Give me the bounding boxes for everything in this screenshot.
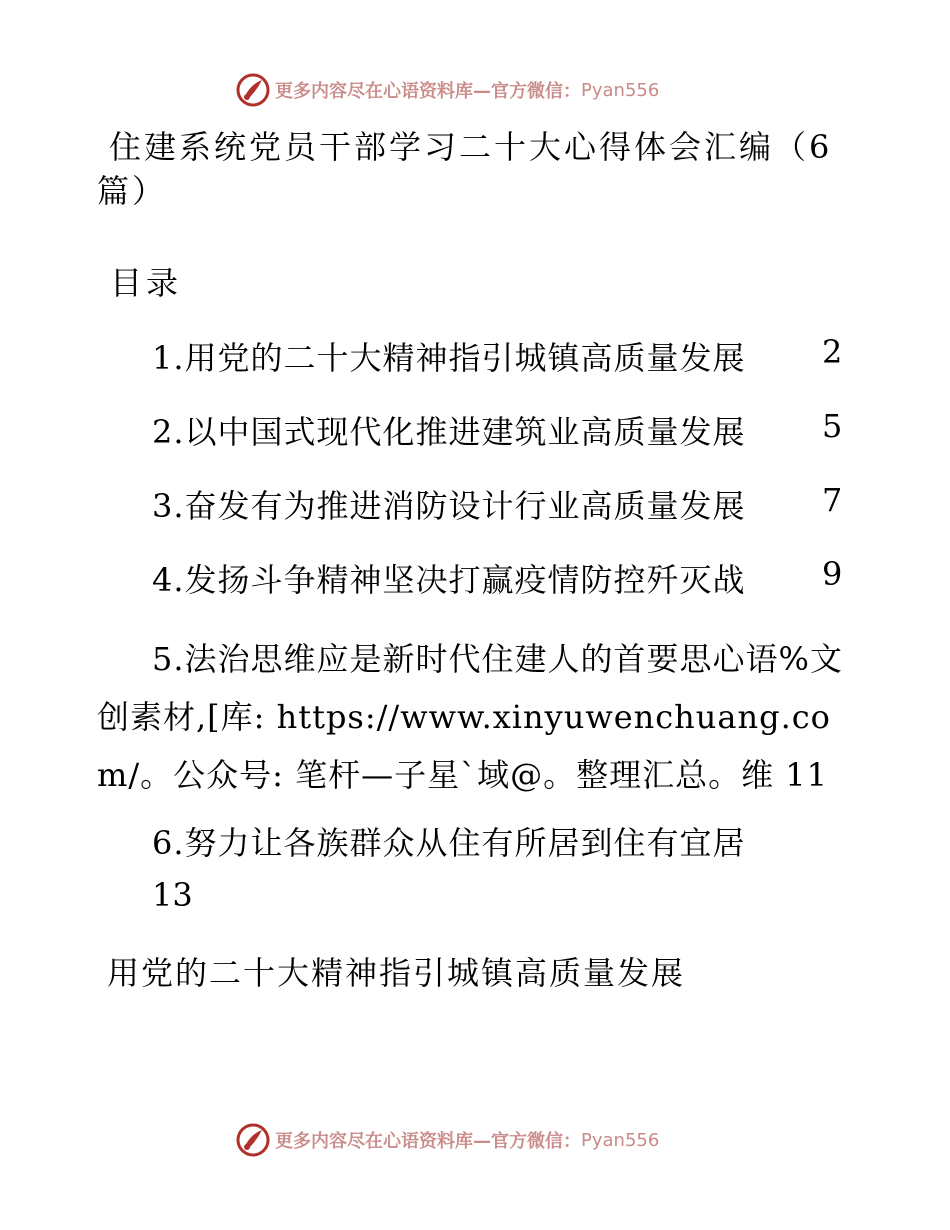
toc-page-2: 5 <box>822 407 843 445</box>
toc-page-1: 2 <box>822 333 843 371</box>
footer-banner <box>235 1122 659 1158</box>
toc-page-3: 7 <box>822 481 843 519</box>
toc-entry-4[interactable]: 4.发扬斗争精神坚决打赢疫情防控歼灭战 <box>152 561 746 599</box>
toc-page-6: 13 <box>152 876 193 914</box>
toc-entry-5[interactable]: 5.法治思维应是新时代住建人的首要思心语%文创素材,[库: https://www.xinyuwenchuang.com/。公众号: 笔杆—子星`域@。整理汇总。维 11 <box>97 640 843 794</box>
banner-wechat-id: Pyan556 <box>581 1129 660 1151</box>
banner-text: 更多内容尽在心语资料库—官方微信： <box>275 81 581 102</box>
section-heading: 用党的二十大精神指引城镇高质量发展 <box>107 954 686 992</box>
brush-logo-icon <box>235 1122 271 1158</box>
toc-entry-2[interactable]: 2.以中国式现代化推进建筑业高质量发展 <box>152 413 746 451</box>
header-banner <box>235 72 659 108</box>
document-title: 住建系统党员干部学习二十大心得体会汇编（6篇） <box>97 128 833 210</box>
toc-entry-6[interactable]: 6.努力让各族群众从住有所居到住有宜居 <box>152 824 746 862</box>
banner-wechat-id: Pyan556 <box>581 79 660 101</box>
toc-entry-1[interactable]: 1.用党的二十大精神指引城镇高质量发展 <box>152 339 746 377</box>
toc-page-4: 9 <box>822 555 843 593</box>
banner-text: 更多内容尽在心语资料库—官方微信： <box>275 1131 581 1152</box>
toc-entry-3[interactable]: 3.奋发有为推进消防设计行业高质量发展 <box>152 487 746 525</box>
toc-heading: 目录 <box>110 264 183 302</box>
brush-logo-icon <box>235 72 271 108</box>
